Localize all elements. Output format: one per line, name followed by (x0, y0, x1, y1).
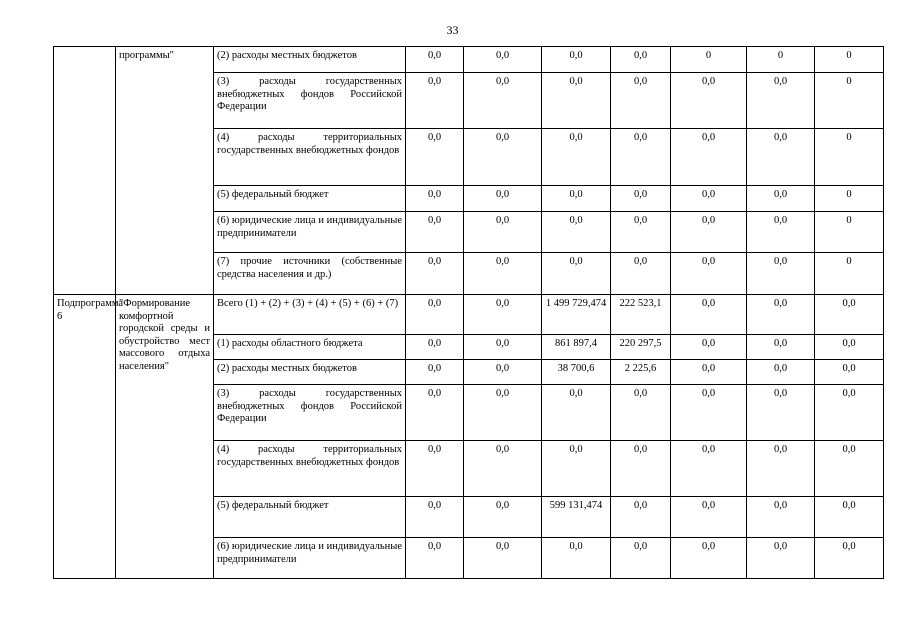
value-cell: 220 297,5 (611, 335, 671, 360)
value-cell: 0,0 (611, 497, 671, 538)
value-cell: 0,0 (406, 335, 464, 360)
value-cell: 0,0 (406, 385, 464, 441)
source-cell: (4) расходы территориальных государственных внебюджетных фондов (214, 441, 406, 497)
value-cell: 0,0 (747, 497, 815, 538)
value-cell: 0,0 (542, 129, 611, 186)
value-cell: 0,0 (406, 538, 464, 579)
value-cell: 1 499 729,474 (542, 295, 611, 335)
source-cell: (5) федеральный бюджет (214, 497, 406, 538)
value-cell: 0,0 (611, 73, 671, 129)
value-cell: 0,0 (671, 497, 747, 538)
value-cell: 0,0 (747, 129, 815, 186)
value-cell: 0,0 (671, 360, 747, 385)
source-cell: (5) федеральный бюджет (214, 186, 406, 212)
subprogram-cell: Подпрограмма 6 (54, 295, 116, 579)
value-cell: 0 (747, 47, 815, 73)
value-cell: 0,0 (747, 212, 815, 253)
value-cell: 0,0 (542, 253, 611, 295)
value-cell: 0,0 (464, 385, 542, 441)
value-cell: 0,0 (611, 538, 671, 579)
value-cell: 0,0 (747, 538, 815, 579)
value-cell: 0 (671, 47, 747, 73)
value-cell: 0,0 (406, 212, 464, 253)
value-cell: 0,0 (464, 335, 542, 360)
value-cell: 0 (815, 253, 884, 295)
value-cell: 0 (815, 73, 884, 129)
source-cell: (6) юридические лица и индивидуальные предприниматели (214, 212, 406, 253)
value-cell: 0 (815, 212, 884, 253)
value-cell: 0,0 (747, 186, 815, 212)
value-cell: 0,0 (815, 335, 884, 360)
value-cell: 0,0 (464, 186, 542, 212)
value-cell: 0,0 (815, 441, 884, 497)
value-cell: 0,0 (747, 385, 815, 441)
value-cell: 0,0 (542, 212, 611, 253)
value-cell: 0,0 (611, 253, 671, 295)
value-cell: 0,0 (542, 186, 611, 212)
value-cell: 0,0 (671, 295, 747, 335)
value-cell: 0,0 (815, 295, 884, 335)
value-cell: 0,0 (611, 186, 671, 212)
value-cell: 0,0 (815, 538, 884, 579)
value-cell: 0,0 (671, 253, 747, 295)
value-cell: 0,0 (671, 212, 747, 253)
source-cell: (2) расходы местных бюджетов (214, 360, 406, 385)
program-cell (54, 47, 116, 295)
value-cell: 0,0 (815, 497, 884, 538)
value-cell: 222 523,1 (611, 295, 671, 335)
page-number: 33 (446, 23, 459, 37)
value-cell: 0,0 (542, 47, 611, 73)
value-cell: 0,0 (611, 441, 671, 497)
value-cell: 0 (815, 186, 884, 212)
value-cell: 861 897,4 (542, 335, 611, 360)
value-cell: 0,0 (406, 186, 464, 212)
value-cell: 0,0 (464, 73, 542, 129)
value-cell: 0,0 (671, 385, 747, 441)
value-cell: 0,0 (747, 253, 815, 295)
value-cell: 0,0 (464, 497, 542, 538)
value-cell: 0,0 (611, 129, 671, 186)
value-cell: 0,0 (671, 73, 747, 129)
table-row (54, 295, 884, 335)
value-cell: 0,0 (464, 212, 542, 253)
value-cell: 0,0 (747, 73, 815, 129)
value-cell: 599 131,474 (542, 497, 611, 538)
source-cell: (3) расходы государственных внебюджетных фондов Российской Федерации (214, 73, 406, 129)
subprogram-name-cell: "Формирование комфортной городской среды и обустройство мест массового отдыха населения" (116, 295, 214, 579)
value-cell: 0,0 (542, 441, 611, 497)
value-cell: 0,0 (464, 129, 542, 186)
value-cell: 0,0 (406, 497, 464, 538)
value-cell: 0,0 (747, 295, 815, 335)
program-name-cell: программы" (116, 47, 214, 295)
value-cell: 0,0 (671, 538, 747, 579)
value-cell: 0,0 (611, 212, 671, 253)
value-cell: 0,0 (611, 385, 671, 441)
value-cell: 0,0 (542, 385, 611, 441)
value-cell: 0,0 (406, 73, 464, 129)
value-cell: 0,0 (406, 47, 464, 73)
value-cell: 0 (815, 47, 884, 73)
source-cell: (7) прочие источники (собственные средства населения и др.) (214, 253, 406, 295)
value-cell: 0,0 (671, 186, 747, 212)
value-cell: 0,0 (671, 129, 747, 186)
value-cell: 0,0 (406, 295, 464, 335)
value-cell: 0,0 (747, 360, 815, 385)
value-cell: 0,0 (815, 385, 884, 441)
source-cell: Всего (1) + (2) + (3) + (4) + (5) + (6) + (7) (214, 295, 406, 335)
value-cell: 0,0 (671, 335, 747, 360)
source-cell: (6) юридические лица и индивидуальные предприниматели (214, 538, 406, 579)
value-cell: 0,0 (464, 360, 542, 385)
value-cell: 0,0 (406, 129, 464, 186)
value-cell: 2 225,6 (611, 360, 671, 385)
value-cell: 0,0 (464, 538, 542, 579)
value-cell: 0,0 (464, 441, 542, 497)
source-cell: (4) расходы территориальных государственных внебюджетных фондов (214, 129, 406, 186)
value-cell: 0,0 (464, 295, 542, 335)
value-cell: 0,0 (542, 73, 611, 129)
value-cell: 0,0 (464, 253, 542, 295)
source-cell: (1) расходы областного бюджета (214, 335, 406, 360)
value-cell: 0,0 (611, 47, 671, 73)
table-row (54, 47, 884, 73)
value-cell: 0,0 (464, 47, 542, 73)
value-cell: 0,0 (815, 360, 884, 385)
value-cell: 0,0 (747, 335, 815, 360)
value-cell: 38 700,6 (542, 360, 611, 385)
budget-table (53, 46, 884, 579)
value-cell: 0,0 (671, 441, 747, 497)
source-cell: (3) расходы государственных внебюджетных фондов Российской Федерации (214, 385, 406, 441)
value-cell: 0 (815, 129, 884, 186)
value-cell: 0,0 (747, 441, 815, 497)
value-cell: 0,0 (406, 441, 464, 497)
value-cell: 0,0 (406, 253, 464, 295)
source-cell: (2) расходы местных бюджетов (214, 47, 406, 73)
value-cell: 0,0 (542, 538, 611, 579)
value-cell: 0,0 (406, 360, 464, 385)
